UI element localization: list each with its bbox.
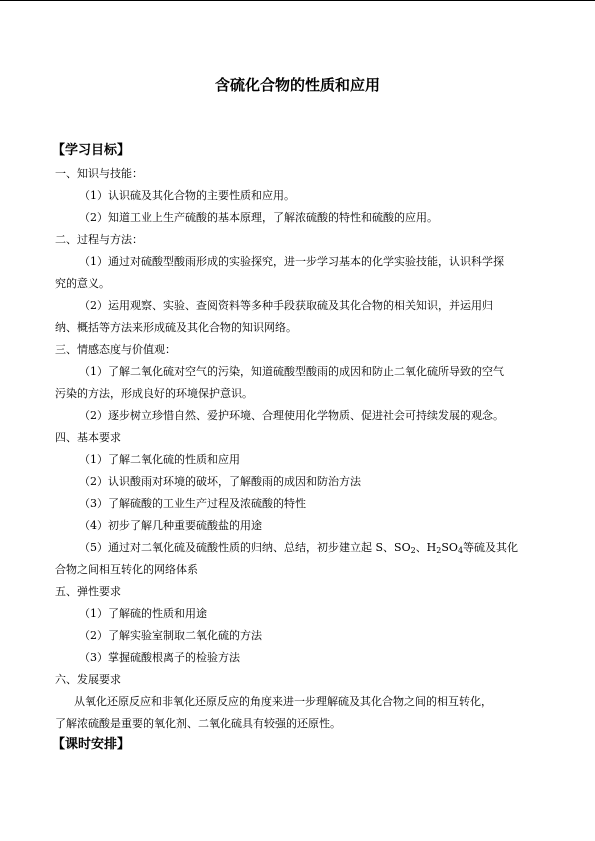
subsection-process-methods: 二、过程与方法： xyxy=(55,233,143,246)
subsection-development-requirements: 六、发展要求 xyxy=(55,673,121,686)
text-segment: 、H xyxy=(415,541,437,554)
list-item: （1）认识硫及其化合物的主要性质和应用。 xyxy=(79,189,295,202)
top-rule xyxy=(0,0,595,1)
section-heading-schedule: 【课时安排】 xyxy=(52,737,131,752)
paragraph: 从氧化还原反应和非氧化还原反应的角度来进一步理解硫及其化合物之间的相互转化， xyxy=(74,695,492,708)
subsection-basic-requirements: 四、基本要求 xyxy=(55,431,121,444)
list-item-continuation: 究的意义。 xyxy=(55,277,110,290)
subscript: 4 xyxy=(457,546,464,555)
list-item: （4）初步了解几种重要硫酸盐的用途 xyxy=(79,519,262,532)
list-item: （1）了解二氧化硫对空气的污染，知道硫酸型酸雨的成因和防止二氧化硫所导致的空气 xyxy=(79,365,504,378)
list-item: （1）了解二氧化硫的性质和应用 xyxy=(79,453,240,466)
paragraph-continuation: 了解浓硫酸是重要的氧化剂、二氧化硫具有较强的还原性。 xyxy=(55,717,341,730)
text-segment: 等硫及其化 xyxy=(463,541,519,554)
list-item-continuation: 污染的方法，形成良好的环境保护意识。 xyxy=(55,387,253,400)
list-item: （2）认识酸雨对环境的破坏，了解酸雨的成因和防治方法 xyxy=(79,475,361,488)
list-item-continuation: 纳、概括等方法来形成硫及其化合物的知识网络。 xyxy=(55,321,297,334)
subscript: 2 xyxy=(410,546,416,555)
section-heading-objectives: 【学习目标】 xyxy=(52,143,131,158)
subsection-knowledge-skills: 一、知识与技能： xyxy=(55,167,143,180)
list-item: （2）了解实验室制取二氧化硫的方法 xyxy=(79,629,262,642)
list-item: （2）知道工业上生产硫酸的基本原理，了解浓硫酸的特性和硫酸的应用。 xyxy=(79,211,438,224)
list-item: （1）了解硫的性质和用途 xyxy=(79,607,207,620)
list-item: （2）逐步树立珍惜自然、爱护环境、合理使用化学物质、促进社会可持续发展的观念。 xyxy=(79,409,504,422)
text-segment: （5）通过对二氧化硫及硫酸性质的归纳、总结，初步建立起 S、SO xyxy=(79,541,411,554)
list-item-with-formulas xyxy=(79,541,518,555)
list-item: （1）通过对硫酸型酸雨形成的实验探究，进一步学习基本的化学实验技能，认识科学探 xyxy=(79,255,504,268)
text-segment: SO xyxy=(441,541,458,554)
page-title: 含硫化合物的性质和应用 xyxy=(214,76,380,94)
subsection-flexible-requirements: 五、弹性要求 xyxy=(55,585,121,598)
subscript: 2 xyxy=(436,546,442,555)
subsection-attitudes-values: 三、情感态度与价值观： xyxy=(55,343,176,356)
list-item: （3）掌握硫酸根离子的检验方法 xyxy=(79,651,240,664)
list-item: （3）了解硫酸的工业生产过程及浓硫酸的特性 xyxy=(79,497,306,510)
list-item-continuation: 合物之间相互转化的网络体系 xyxy=(55,563,198,576)
list-item: （2）运用观察、实验、查阅资料等多种手段获取硫及其化合物的相关知识，并运用归 xyxy=(79,299,493,312)
